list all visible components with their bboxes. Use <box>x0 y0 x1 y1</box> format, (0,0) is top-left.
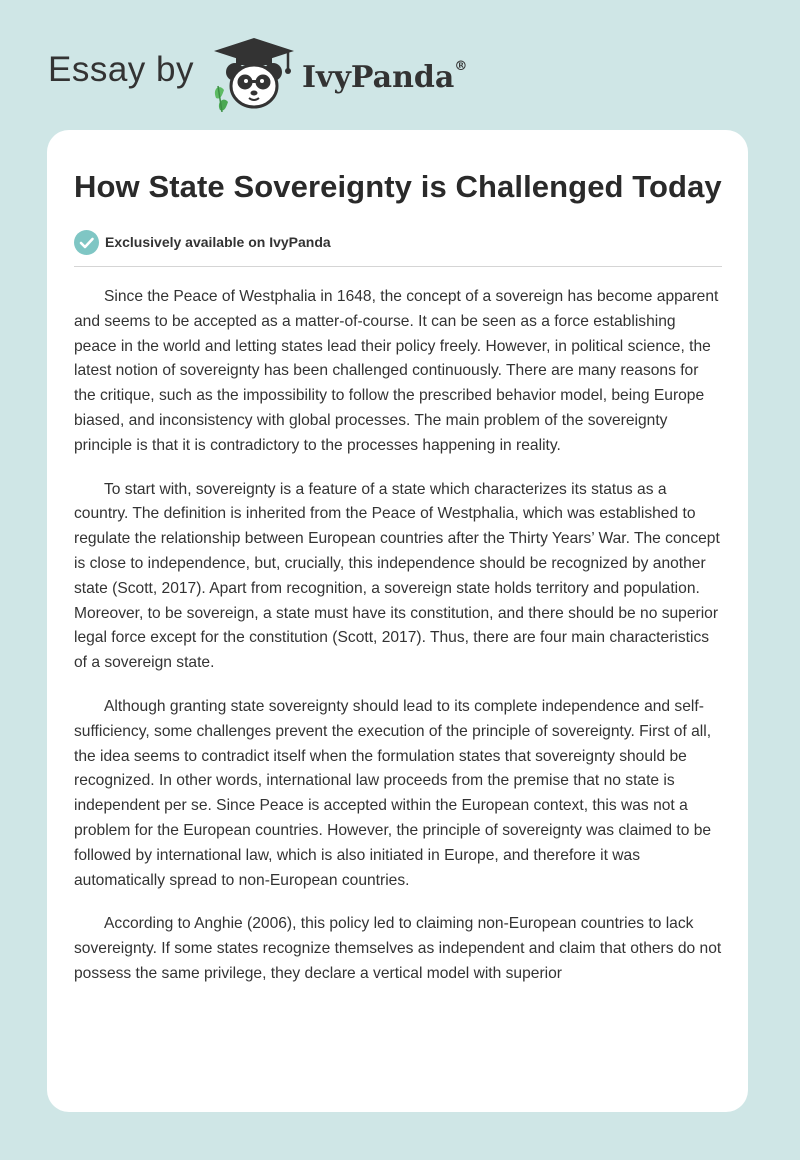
brand-header <box>48 34 467 114</box>
essay-card <box>47 130 748 1112</box>
brand-name <box>302 60 467 95</box>
essay-paragraph: Since the Peace of Westphalia in 1648, the concept of a sovereign has become apparent and seems to be accepted as a matter-of-course. It can be seen as a force establishing peace in the world and letting states lead their policy freely. However, in political science, the latest notion of sovereignty has been challenged continuously. There are many reasons for the critique, such as the impossibility to follow the prescribed behavior model, being Europe biased, and inconsistency with global processes. The main problem of the sovereignty principle is that it is contradictory to the processes happening in reality. <box>74 288 719 454</box>
divider <box>74 266 722 267</box>
check-circle-icon <box>74 230 99 255</box>
page-title: How State Sovereignty is Challenged Today <box>74 169 722 204</box>
registered-mark: ® <box>454 58 468 74</box>
brand-prefix: Essay by <box>48 50 194 89</box>
essay-paragraph: Although granting state sovereignty should lead to its complete independence and self-sufficiency, some challenges prevent the execution of the principle of sovereignty. First of all, the idea seems to contradict itself when the formulation states that sovereignty should be recognized. In other words, international law proceeds from the premise that no state is independent per se. Since Peace is accepted within the European context, this was not a problem for the European countries. However, the principle of sovereignty was claimed to be followed by international law, which is also initiated in Europe, and therefore it was automatically spread to non-European countries. <box>74 697 712 889</box>
brand-name-text: IvyPanda <box>302 59 455 95</box>
exclusive-label: Exclusively available on IvyPanda <box>105 234 331 250</box>
panda-logo-icon <box>208 36 300 112</box>
essay-paragraph: To start with, sovereignty is a feature of a state which characterizes its status as a country. The definition is inherited from the Peace of Westphalia, which was established to regulate the relationship between European countries after the Thirty Years’ War. The concept is close to independence, but, crucially, this independence should be recognized by another state (Scott, 2017). Apart from recognition, a sovereign state holds territory and population. Moreover, to be sovereign, a state must have its constitution, and there should be no superior legal force except for the constitution (Scott, 2017). Thus, there are four main characteristics of a sovereign state. <box>74 480 720 672</box>
essay-paragraph: According to Anghie (2006), this policy led to claiming non-European countries to lack sovereignty. If some states recognize themselves as independent and claim that others do not possess the same privilege, they declare a vertical model with superior <box>74 915 722 982</box>
exclusive-badge <box>74 229 722 255</box>
